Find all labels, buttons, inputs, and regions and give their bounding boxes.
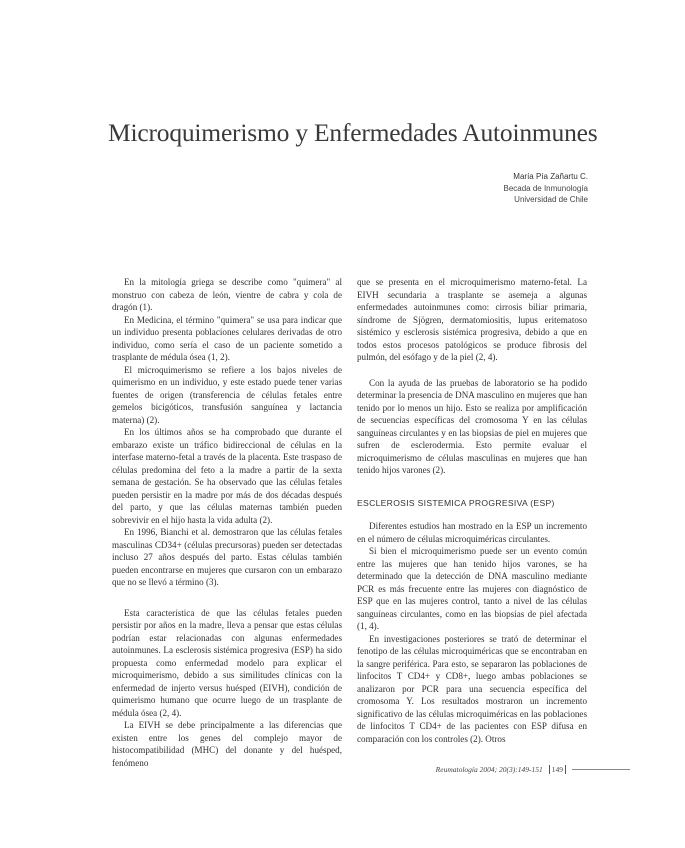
journal-citation: Reumatología 2004; 20(3):149-151	[435, 765, 543, 774]
paragraph: Esta característica de que las células fetales pueden persistir por años en la madre, lleva a pensar que estas células podrían estar relacionadas con algunas enfermedades autoinmunes. La esclerosis sistémica progresiva (ESP) ha sido propuesta como enfermedad modelo para explicar el microquimerismo, debido a sus similitudes clínicas con la enfermedad de injerto versus huésped (EIVH), condición de quimerismo humano que ocurre luego de un trasplante de médula ósea (2, 4).	[112, 607, 342, 718]
left-column	[112, 276, 342, 769]
paragraph: En la mitología griega se describe como "quimera" al monstruo con cabeza de león, vientre de cabra y cola de dragón (1).	[112, 277, 342, 312]
paragraph: En Medicina, el término "quimera" se usa para indicar que un individuo presenta poblaciones celulares derivadas de otro individuo, como sería el caso de un paciente sometido a trasplante de médula ósea (1, 2).	[112, 314, 342, 362]
paragraph: Si bien el microquimerismo puede ser un evento común entre las mujeres que han tenido hijos varones, se ha determinado que la detección de DNA masculino mediante PCR es más frecuente entre las mujeres con diagnóstico de ESP que en las mujeres control, tanto a nivel de las células sanguíneas circulantes, como en las biopsias de piel afectada (1, 4).	[357, 546, 587, 631]
paragraph: Con la ayuda de las pruebas de laboratorio se ha podido determinar la presencia de DNA masculino en mujeres que han tenido por lo menos un hijo. Esto se realiza por amplificación de secuencias específicas del cromosoma Y en las células sanguíneas circulantes y en las biopsias de piel en mujeres que sufren de esclerodermia. Esto permite evaluar el microquimerismo de células masculinas en mujeres que han tenido hijos varones (2).	[357, 377, 587, 475]
paragraph: El microquimerismo se refiere a los bajos niveles de quimerismo en un individuo, y este estado puede tener varias fuentes de origen (transferencia de células fetales entre gemelos bicigóticos, transfusión sanguínea y lactancia materna) (2).	[112, 364, 342, 425]
article-title: Microquimerismo y Enfermedades Autoinmunes	[108, 118, 598, 147]
footer-rule	[572, 769, 630, 770]
author-name: María Pía Zañartu C.	[513, 172, 588, 181]
page-number: 149	[549, 765, 566, 774]
author-affiliation: Universidad de Chile	[514, 195, 588, 204]
paragraph: Diferentes estudios han mostrado en la ESP un incremento en el número de células microquiméricas circulantes.	[357, 521, 587, 544]
paragraph: En investigaciones posteriores se trató de determinar el fenotipo de las células microquiméricas que se encontraban en la sangre periférica. Para esto, se separaron las poblaciones de linfocitos T CD4+ y CD8+, luego ambas poblaciones se analizaron por PCR para una secuencia específica del cromosoma Y. Los resultados mostraron un incremento significativo de las células microquiméricas en las poblaciones de linfocitos T CD4+ de las pacientes con ESP difusa en comparación con los controles (2). Otros	[357, 633, 587, 744]
author-role: Becada de Inmunología	[503, 183, 588, 193]
paragraph: La EIVH se debe principalmente a las diferencias que existen entre los genes del complejo mayor de histocompatibilidad (MHC) del donante y del huésped, fenómeno	[112, 720, 342, 768]
right-column	[357, 276, 587, 745]
paragraph: En 1996, Bianchi et al. demostraron que las células fetales masculinas CD34+ (células precursoras) pueden ser detectadas incluso 27 años después del parto. Estas células también pueden encontrarse en mujeres que cursaron con un embarazo que no se llevó a término (3).	[112, 527, 342, 587]
section-heading: ESCLEROSIS SISTEMICA PROGRESIVA (ESP)	[357, 497, 555, 508]
paragraph: En los últimos años se ha comprobado que durante el embarazo existe un tráfico bidireccional de células en la interfase materno-fetal a través de la placenta. Este traspaso de células predomina del feto a la madre a partir de la sexta semana de gestación. Se ha observado que las células fetales pueden persistir en la madre por más de dos décadas después del parto, y que las células maternas también pueden sobrevivir en el hijo hasta la vida adulta (2).	[112, 427, 342, 525]
author-block	[503, 171, 588, 206]
page-footer	[436, 765, 630, 774]
paragraph: que se presenta en el microquimerismo materno-fetal. La EIVH secundaria a trasplante se asemeja a algunas enfermedades autoinmunes como: cirrosis biliar primaria, síndrome de Sjögren, dermatomiositis, lupus eritematoso sistémico y esclerosis sistémica progresiva, debido a que en todos estos procesos patológicos se produce fibrosis del pulmón, del esófago y de la piel (2, 4).	[357, 277, 587, 362]
